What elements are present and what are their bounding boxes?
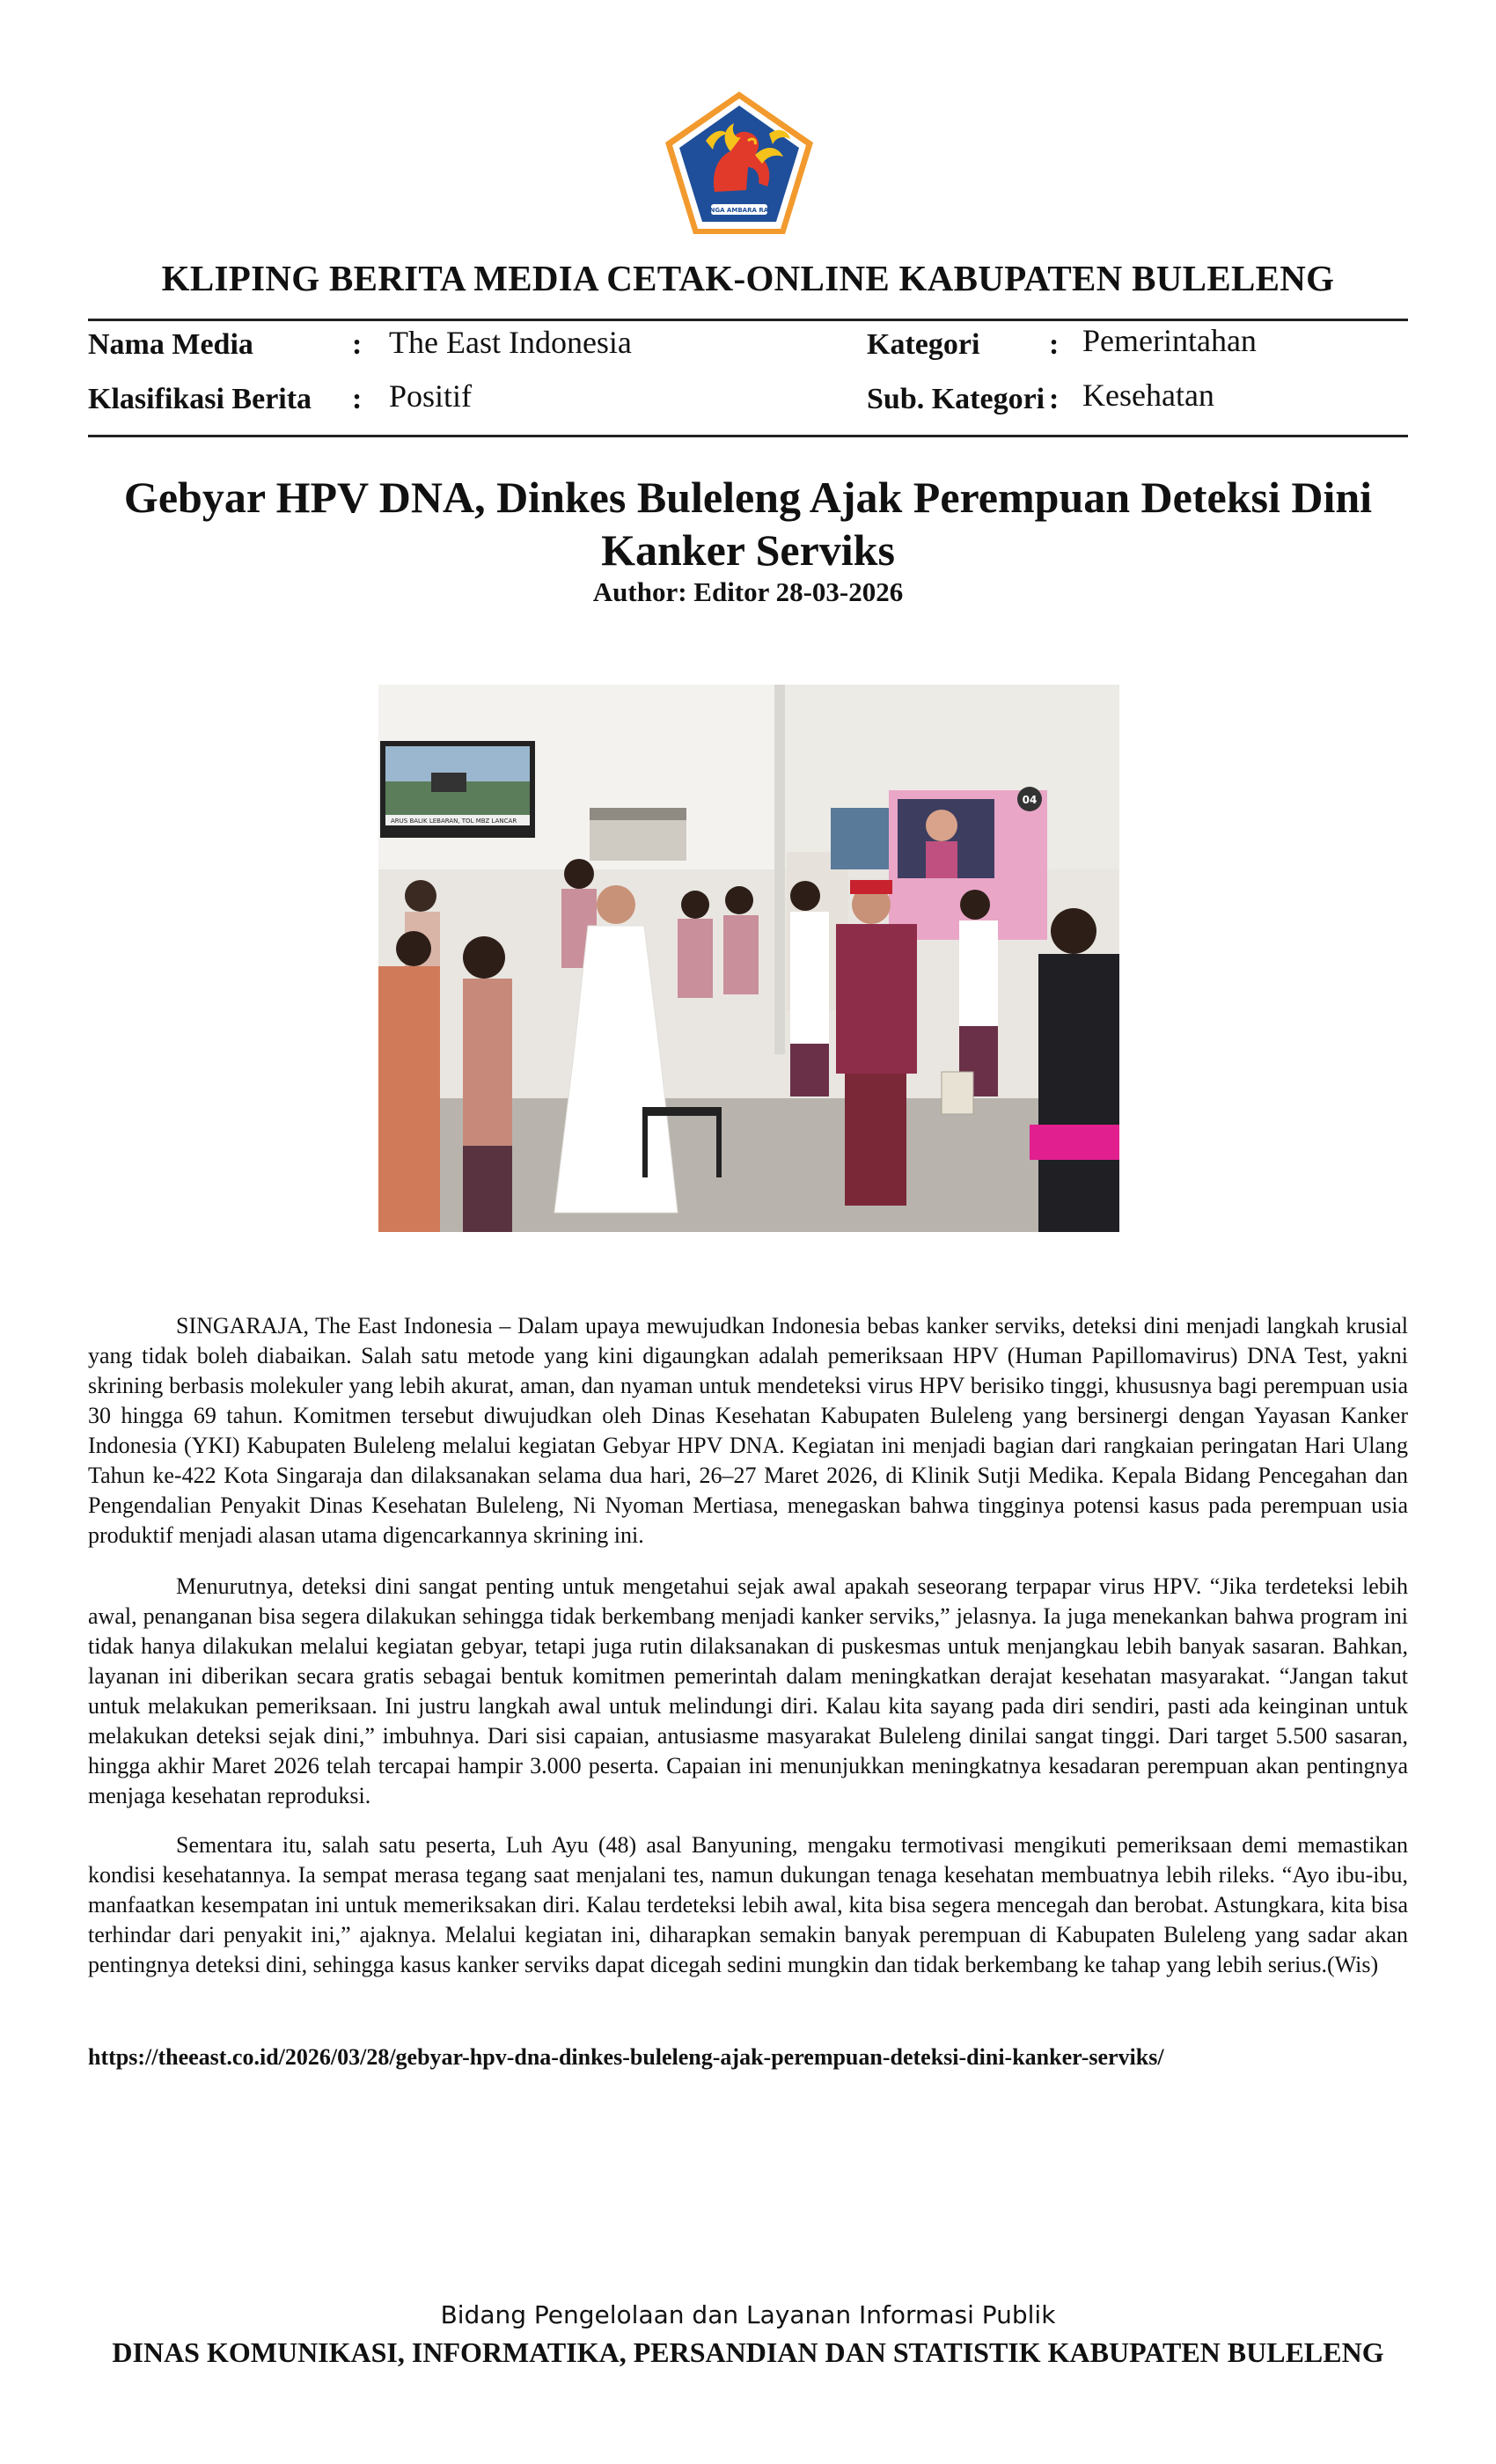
buleleng-regency-logo (660, 88, 818, 238)
colon: : (352, 383, 363, 415)
article-photo (378, 685, 1119, 1232)
svg-text:SINGA AMBARA RAJA: SINGA AMBARA RAJA (702, 207, 776, 214)
article-paragraph: Menurutnya, deteksi dini sangat penting untuk mengetahui sejak awal apakah seseorang terpapar virus HPV. “Jika terdeteksi lebih awal, penanganan bisa segera dilakukan sehingga tidak berkembang menjadi kanker serviks,” jelasnya. Ia juga menekankan bahwa program ini tidak hanya dilakukan melalui kegiatan gebyar, tetapi juga rutin dilaksanakan di puskesmas untuk menjangkau lebih banyak sasaran. Bahkan, layanan ini diberikan secara gratis sebagai bentuk komitmen pemerintah dalam meningkatkan derajat kesehatan masyarakat. “Jangan takut untuk melakukan pemeriksaan. Ini justru langkah awal untuk melindungi diri. Kalau kita sayang pada diri sendiri, pasti ada keinginan untuk melakukan deteksi sejak dini,” imbuhnya. Dari sisi capaian, antusiasme masyarakat Buleleng dinilai sangat tinggi. Dari target 5.500 sasaran, hingga akhir Maret 2026 telah tercapai hampir 3.000 peserta. Capaian ini menunjukkan meningkatnya kesadaran perempuan akan pentingnya menjaga kesehatan reproduksi. (88, 1573, 1408, 1808)
divider-bottom (88, 435, 1408, 437)
colon: : (352, 328, 363, 361)
article-source-link[interactable]: https://theeast.co.id/2026/03/28/gebyar-hpv-dna-dinkes-buleleng-ajak-perempuan-deteksi-dini-kanker-serviks/ (88, 2044, 1164, 2070)
klasifikasi-value: Positif (389, 378, 473, 414)
nama-media-value: The East Indonesia (389, 325, 632, 360)
article-author: Author: Editor 28-03-2026 (592, 576, 904, 607)
colon: : (1049, 383, 1060, 415)
divider-top (88, 319, 1408, 321)
clipping-title: KLIPING BERITA MEDIA CETAK-ONLINE KABUPATEN BULELENG (161, 258, 1335, 298)
klasifikasi-label: Klasifikasi Berita (88, 383, 312, 415)
sub-kategori-label: Sub. Kategori (867, 383, 1045, 415)
article-paragraph: SINGARAJA, The East Indonesia – Dalam upaya mewujudkan Indonesia bebas kanker serviks, deteksi dini menjadi langkah krusial yang tidak boleh diabaikan. Salah satu metode yang kini digaungkan adalah pemeriksaan HPV (Human Papillomavirus) DNA Test, yakni skrining berbasis molekuler yang lebih akurat, aman, dan nyaman untuk mendeteksi virus HPV berisiko tinggi, khususnya bagi perempuan usia 30 hingga 69 tahun. Komitmen tersebut diwujudkan oleh Dinas Kesehatan Kabupaten Buleleng yang bersinergi dengan Yayasan Kanker Indonesia (YKI) Kabupaten Buleleng melalui kegiatan Gebyar HPV DNA. Kegiatan ini menjadi bagian dari rangkaian peringatan Hari Ulang Tahun ke-422 Kota Singaraja dan dilaksanakan selama dua hari, 26–27 Maret 2026, di Klinik Sutji Medika. Kepala Bidang Pencegahan dan Pengendalian Penyakit Dinas Kesehatan Buleleng, Ni Nyoman Mertiasa, menegaskan bahwa tingginya potensi kasus pada perempuan usia produktif menjadi alasan utama digencarkannya skrining ini. (88, 1313, 1408, 1548)
footer-unit: Bidang Pengelolaan dan Layanan Informasi Publik (440, 2300, 1056, 2329)
sub-kategori-value: Kesehatan (1082, 378, 1214, 413)
svg-text:ARUS BALIK LEBARAN, TOL MBZ LA: ARUS BALIK LEBARAN, TOL MBZ LANCAR (391, 818, 517, 825)
article-headline: Gebyar HPV DNA, Dinkes Buleleng Ajak Perempuan Deteksi Dini Kanker Serviks (123, 473, 1373, 575)
colon: : (1049, 328, 1060, 361)
article-paragraph: Sementara itu, salah satu peserta, Luh Ayu (48) asal Banyuning, mengaku termotivasi mengikuti pemeriksaan demi memastikan kondisi kesehatannya. Ia sempat merasa tegang saat menjalani tes, namun dukungan tenaga kesehatan membuatnya lebih rileks. “Ayo ibu-ibu, manfaatkan kesempatan ini untuk memeriksakan diri. Kalau terdeteksi lebih awal, kita bisa segera mencegah dan berobat. Astungkara, kita bisa terhindar dari penyakit ini,” ajaknya. Melalui kegiatan ini, diharapkan semakin banyak perempuan di Kabupaten Buleleng yang sadar akan pentingnya deteksi dini, sehingga kasus kanker serviks dapat dicegah sedini mungkin dan tidak berkembang ke tahap yang lebih serius.(Wis) (88, 1832, 1408, 1977)
footer-agency: DINAS KOMUNIKASI, INFORMATIKA, PERSANDIAN DAN STATISTIK KABUPATEN BULELENG (112, 2336, 1384, 2368)
nama-media-label: Nama Media (88, 328, 253, 361)
kategori-value: Pemerintahan (1082, 323, 1257, 358)
svg-text:04: 04 (1022, 794, 1038, 806)
kategori-label: Kategori (867, 328, 980, 361)
